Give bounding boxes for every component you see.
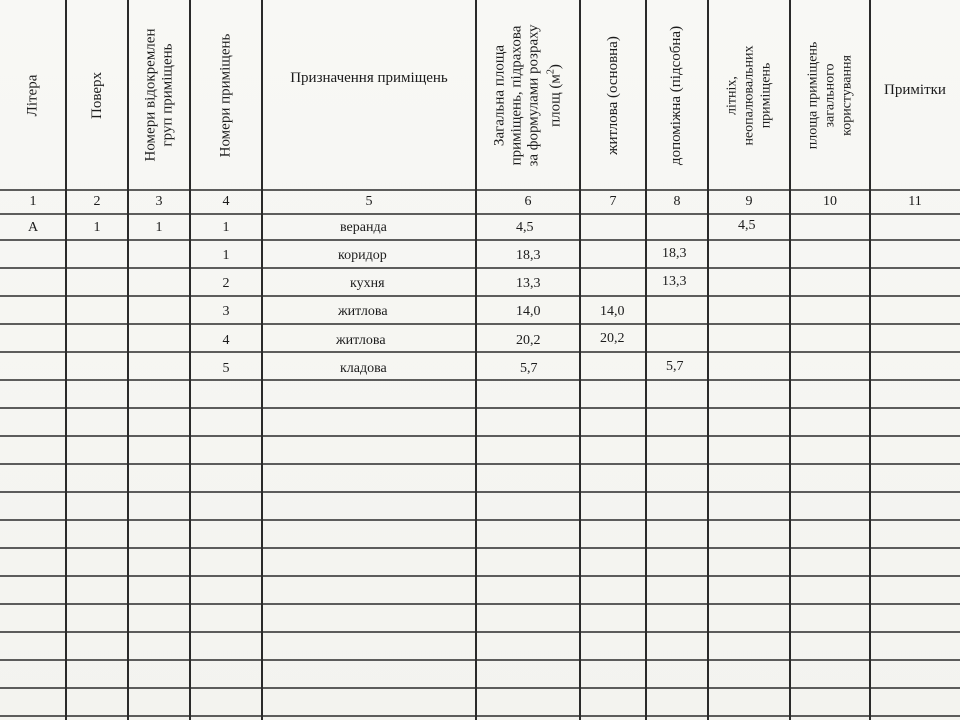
cell-pryznachennia: веранда xyxy=(340,220,387,235)
cell-dopomizhna: 13,3 xyxy=(662,274,687,289)
cell-zahalna: 13,3 xyxy=(516,276,541,291)
header-total-area-line2: приміщень, підрахова xyxy=(508,25,525,165)
header-common-area-text xyxy=(805,41,856,149)
header-group-numbers-text xyxy=(142,29,176,162)
cell-litni: 4,5 xyxy=(738,218,756,233)
header-total-area-line3: за формулами розраху xyxy=(525,23,542,167)
column-number-10: 10 xyxy=(823,194,837,209)
column-number-3: 3 xyxy=(155,194,163,209)
column-number-2: 2 xyxy=(93,194,101,209)
cell-nomer: 5 xyxy=(222,361,230,376)
header-total-area-text xyxy=(492,24,565,166)
header-living-area xyxy=(580,0,646,190)
cell-litera: А xyxy=(27,220,39,235)
cell-pryznachennia: коридор xyxy=(338,248,387,263)
cell-dopomizhna: 5,7 xyxy=(666,359,684,374)
header-common-area-line1: площа приміщень xyxy=(805,41,821,149)
column-number-9: 9 xyxy=(745,194,753,209)
header-group-numbers xyxy=(128,0,190,190)
header-auxiliary-area-text: допоміжна (підсобна) xyxy=(668,25,685,165)
cell-zahalna: 18,3 xyxy=(516,248,541,263)
header-room-numbers-text: Номери приміщень xyxy=(217,33,234,157)
cell-pryznachennia: кладова xyxy=(340,361,387,376)
cell-nomer: 3 xyxy=(222,304,230,319)
cell-nomer: 1 xyxy=(222,220,230,235)
cell-poverkh: 1 xyxy=(93,220,101,235)
column-number-11: 11 xyxy=(908,194,922,209)
column-number-6: 6 xyxy=(524,194,532,209)
cell-pryznachennia: кухня xyxy=(350,276,385,291)
header-purpose-text: Призначення приміщень xyxy=(290,70,448,86)
header-litera-text: Літера xyxy=(24,74,41,116)
cell-pryznachennia: житлова xyxy=(336,333,386,348)
column-number-1: 1 xyxy=(29,194,37,209)
header-total-area xyxy=(476,0,580,190)
cell-zahalna: 4,5 xyxy=(516,220,534,235)
cell-nomer: 4 xyxy=(222,333,230,348)
header-common-area-line2: загального xyxy=(822,62,838,128)
cell-dopomizhna: 18,3 xyxy=(662,246,687,261)
cell-zahalna: 5,7 xyxy=(520,361,538,376)
header-summer-rooms-text xyxy=(724,45,775,145)
header-common-area xyxy=(790,0,870,190)
header-poverkh-text: Поверх xyxy=(88,71,105,119)
header-summer-rooms-line2: неопалювальних xyxy=(741,44,757,146)
cell-zahalna: 20,2 xyxy=(516,333,541,348)
header-purpose xyxy=(262,0,476,190)
cell-nomer: 2 xyxy=(222,276,230,291)
header-room-numbers xyxy=(190,0,262,190)
header-notes-text: Примітки xyxy=(884,82,946,98)
header-poverkh xyxy=(66,0,128,190)
header-group-numbers-line1: Номери відокремлен xyxy=(142,28,158,162)
header-summer-rooms xyxy=(708,0,790,190)
cell-zhytlova: 20,2 xyxy=(600,331,625,346)
column-number-8: 8 xyxy=(673,194,681,209)
header-group-numbers-line2: груп приміщень xyxy=(159,43,175,147)
header-total-area-line4: площ $(м^2)$ xyxy=(545,63,564,127)
header-notes xyxy=(870,0,960,190)
cell-zhytlova: 14,0 xyxy=(600,304,625,319)
column-number-7: 7 xyxy=(609,194,617,209)
cell-pryznachennia: житлова xyxy=(338,304,388,319)
header-litera xyxy=(0,0,66,190)
header-summer-rooms-line1: літніх, xyxy=(724,75,740,115)
header-living-area-text: житлова (основна) xyxy=(604,35,621,155)
header-common-area-line3: користування xyxy=(839,54,855,136)
cell-zahalna: 14,0 xyxy=(516,304,541,319)
cell-grupa: 1 xyxy=(155,220,163,235)
cell-nomer: 1 xyxy=(222,248,230,263)
header-auxiliary-area xyxy=(646,0,708,190)
column-number-4: 4 xyxy=(222,194,230,209)
header-summer-rooms-line3: приміщень xyxy=(758,62,774,128)
header-total-area-line1: Загальна площа xyxy=(491,44,508,146)
column-number-5: 5 xyxy=(365,194,373,209)
header-total-area-sup: 2 xyxy=(545,68,557,74)
